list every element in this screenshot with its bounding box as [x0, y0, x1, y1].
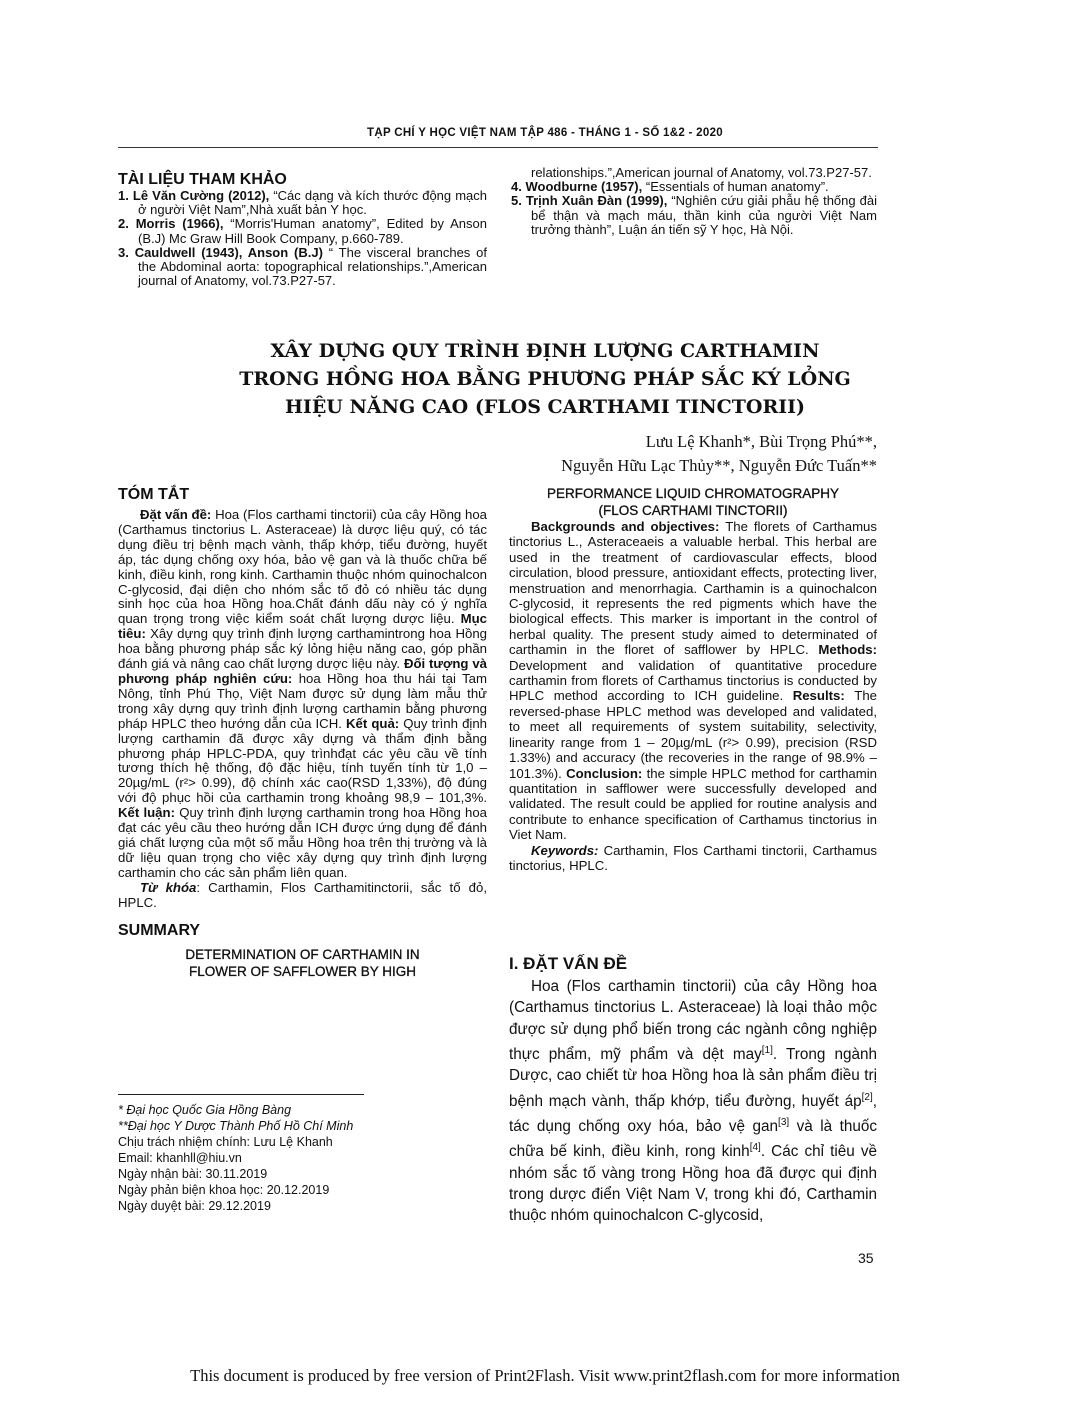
print2flash-watermark: This document is produced by free version of Print2Flash. Visit www.print2flash.com for more information — [190, 1366, 900, 1385]
title-line: TRONG HỒNG HOA BẰNG PHƯƠNG PHÁP SẮC KÝ LỎNG — [239, 368, 851, 390]
summary-title-part1 — [118, 946, 487, 980]
journal-header: TẠP CHÍ Y HỌC VIỆT NAM TẬP 486 - THÁNG 1 - SỐ 1&2 - 2020 — [367, 127, 723, 139]
keywords-label: Keywords: — [531, 842, 599, 858]
references-heading: TÀI LIỆU THAM KHẢO — [118, 171, 287, 188]
ref-text: “Nghiên cứu giải phẫu hệ thống đài bể thận và mạch máu, thần kinh của người Việt Nam trưởng thành”, Luận án tiến sỹ Y học, Hà Nội. — [531, 193, 877, 237]
authors — [561, 430, 877, 478]
label: Kết quả: — [346, 715, 404, 731]
ref-text: “ The visceral branches of the Abdominal aorta: topographical relationships.”,American journal of Anatomy, vol.73.P27-57. — [138, 244, 487, 289]
citation: [3] — [778, 1116, 790, 1128]
citation: [2] — [861, 1091, 873, 1103]
text: Xây dựng quy trình định lượng carthamintrong hoa Hồng hoa bằng phương pháp sắc ký lỏng hiệu năng cao, góp phần đánh giá và nâng cao chất lượng dược liệu này. — [118, 626, 487, 672]
summary-heading: SUMMARY — [118, 922, 201, 940]
label: Mục tiêu: — [118, 611, 487, 642]
tomtat-heading: TÓM TẮT — [118, 486, 190, 503]
label: Conclusion: — [566, 765, 647, 781]
citation: [4] — [749, 1142, 761, 1154]
corresponding-author: Chịu trách nhiệm chính: Lưu Lệ Khanh — [118, 1135, 333, 1149]
label: Results: — [792, 688, 855, 704]
reference-item — [118, 217, 487, 245]
text: , tác dụng chống oxy hóa, bảo vệ gan — [509, 1092, 877, 1136]
date-accepted: Ngày duyệt bài: 29.12.2019 — [118, 1199, 271, 1213]
references-left — [118, 171, 487, 289]
affiliation: * Đại học Quốc Gia Hồng Bàng — [118, 1103, 292, 1117]
footnotes — [118, 1102, 487, 1214]
email: Email: khanhll@hiu.vn — [118, 1151, 242, 1165]
vietnamese-abstract — [118, 486, 487, 980]
footnote-rule — [118, 1094, 364, 1095]
text: hoa Hồng hoa thu hái tại Tam Nông, tỉnh Phú Thọ, Việt Nam được sử dụng làm mẫu thử trong xây dựng quy trình định lượng carthamin bằng phương pháp HPLC theo hướng dẫn của ICH. — [118, 670, 487, 731]
article-title — [45, 337, 1045, 421]
text: . Các chỉ tiêu về nhóm sắc tố vàng trong Hồng hoa đã được qui định trong dược điển Việt Nam V, trong khi đó, Carthamin thuộc nhóm quinochalcon C-glycosid, — [509, 1143, 878, 1225]
text: . Trong ngành Dược, cao chiết từ hoa Hồng hoa là sản phẩm điều trị bệnh mạch vành, thấp khớp, tiểu đường, huyết áp — [509, 1045, 878, 1110]
tomtat-body — [118, 508, 487, 881]
keywords-label: Từ khóa — [140, 879, 197, 895]
ref-author: Trịnh Xuân Đàn (1999), — [525, 193, 672, 209]
reference-item — [511, 180, 877, 194]
summary-title-part2 — [509, 485, 877, 519]
reference-item — [118, 189, 487, 217]
page-number: 35 — [858, 1250, 874, 1266]
summary-title-line: PERFORMANCE LIQUID CHROMATOGRAPHY — [546, 486, 840, 501]
header-rule — [118, 147, 878, 148]
summary-title-line: (FLOS CARTHAMI TINCTORII) — [598, 503, 788, 518]
text: The reversed-phase HPLC method was developed and validated, to meet all requirements of system suitability, selectivity, linearity range from 1 – 20µg/mL (r²> 0.99), precision (RSD 1.33%) and accuracy (the recoveries in the range of 98.9% – 101.3%). — [509, 688, 877, 781]
ref-author: Woodburne (1957), — [525, 179, 646, 195]
label: Backgrounds and objectives: — [531, 519, 726, 534]
text: Hoa (Flos carthamin tinctorii) của cây Hồng hoa (Carthamus tinctorius L. Asteraceae) là loại thảo mộc được sử dụng phổ biến trong các ngành công nghiệp thực phẩm, mỹ phẩm và dệt may — [509, 978, 877, 1063]
ref-num: 5. — [511, 193, 522, 209]
english-abstract — [509, 485, 877, 873]
ref-text: “Các dạng và kích thước động mạch ở người Việt Nam”,Nhà xuất bản Y học. — [138, 188, 487, 218]
ref-num: 2. — [118, 216, 129, 232]
summary-title-line: FLOWER OF SAFFLOWER BY HIGH — [188, 964, 417, 980]
ref-num: 3. — [118, 244, 129, 260]
text: Development and validation of quantitative procedure carthamin from florets of Carthamus tinctorius is conducted by HPLC method according to ICH guideline. — [509, 657, 877, 704]
references-right — [511, 166, 877, 237]
date-received: Ngày nhận bài: 30.11.2019 — [118, 1167, 268, 1181]
text: Quy trình định lượng carthamin trong hoa Hồng hoa đạt các yêu cầu theo hướng dẫn ICH được ứng dụng để đánh giá chất lượng của một số mẫu Hồng hoa trên thị trường và là dữ liệu quan trọng cho việc xây dựng quy trình định lượng carthamin cho các sản phẩm liên quan. — [118, 805, 487, 880]
summary-title-line: DETERMINATION OF CARTHAMIN IN — [185, 947, 420, 963]
title-line: XÂY DỰNG QUY TRÌNH ĐỊNH LƯỢNG CARTHAMIN — [270, 340, 820, 362]
introduction — [509, 954, 877, 1227]
ref-text: “Essentials of human anatomy”. — [645, 179, 829, 195]
reference-item — [511, 194, 877, 237]
citation: [1] — [761, 1044, 773, 1056]
ref-author: Cauldwell (1943), Anson (B.J) — [134, 244, 329, 260]
summary-keywords — [509, 843, 877, 874]
intro-body — [509, 976, 877, 1227]
keywords-text: Carthamin, Flos Carthami tinctorii, Carthamus tinctorius, HPLC. — [509, 842, 877, 873]
affiliation: **Đại học Y Dược Thành Phố Hồ Chí Minh — [118, 1119, 354, 1133]
intro-heading: I. ĐẶT VẤN ĐỀ — [509, 954, 628, 973]
reference-continuation: relationships.”,American journal of Anatomy, vol.73.P27-57. — [531, 165, 872, 180]
reference-item — [118, 244, 487, 289]
title-line: HIỆU NĂNG CAO (FLOS CARTHAMI TINCTORII) — [284, 396, 806, 418]
text: Quy trình định lượng carthamin đã được xây dựng và thẩm định bằng phương pháp HPLC-PDA, quy trìnhđạt các yêu cầu về tính tương thích hệ thống, độ đặc hiệu, tính tuyến tính từ 1,0 – 20µg/mL (r²> 0.99), độ chính xác cao(RSD 1,33%), độ đúng với độ phục hồi của carthamin trong khoảng 98,9 – 101,3%. — [118, 715, 488, 806]
tomtat-keywords — [118, 881, 487, 911]
text: và là thuốc chữa bế kinh, điều kinh, rong kinh — [509, 1118, 878, 1161]
ref-author: Morris (1966), — [135, 216, 231, 232]
text: the simple HPLC method for carthamin quantitation in safflower were successfully developed and validated. The result could be applied for routine analysis and contribute to enhance specification of Carthamus tinctorius in Viet Nam. — [509, 765, 877, 843]
ref-num: 1. — [118, 188, 129, 203]
author-line: Nguyễn Hữu Lạc Thủy**, Nguyễn Đức Tuấn** — [561, 456, 877, 475]
author-line: Lưu Lệ Khanh*, Bùi Trọng Phú**, — [645, 432, 877, 451]
date-reviewed: Ngày phản biện khoa học: 20.12.2019 — [118, 1183, 330, 1197]
text: The florets of Carthamus tinctorius L., Asteraceaeis a valuable herbal. This herbal are used in the treatment of cardiovascular effects, blood circulation, blood pressure, antioxidant effects, protecting liver, menstruation and menorrhagia. Carthamin is a quinochalcon C-glycosid, it represents the red pigments which have the biological effects. This marker is important in the control of herbal quality. The present study aimed to determinated of carthamin in the floret of safflower by HPLC. — [509, 519, 877, 658]
ref-text: “Morris'Human anatomy”, Edited by Anson (B.J) Mc Graw Hill Book Company, p.660-789. — [138, 216, 487, 246]
label: Đặt vấn đề: — [140, 507, 216, 522]
label: Đối tượng và phương pháp nghiên cứu: — [118, 656, 487, 686]
summary-body — [509, 519, 877, 843]
ref-author: Lê Văn Cường (2012), — [132, 188, 274, 203]
label: Kết luận: — [118, 805, 180, 821]
ref-num: 4. — [511, 179, 522, 195]
label: Methods: — [818, 642, 877, 658]
keywords-text: : Carthamin, Flos Carthamitinctorii, sắc tố đỏ, HPLC. — [118, 879, 487, 910]
text: Hoa (Flos carthami tinctorii) của cây Hồng hoa (Carthamus tinctorius L. Asteraceae) là dược liệu quý, có tác dụng điều trị bệnh mạch vành, thấp khớp, tiểu đường, huyết áp, tác dụng chống oxy hóa, bảo vệ gan và là thuốc chữa bế kinh, điều kinh, rong kinh. Carthamin thuộc nhóm quinochalcon C-glycosid, đại diện cho nhóm sắc tố đỏ có nhiều tác dụng sinh học của hoa Hồng hoa.Chất đánh dấu này có ý nghĩa quan trọng trong việc kiểm soát chất lượng dược liệu. — [118, 507, 488, 627]
